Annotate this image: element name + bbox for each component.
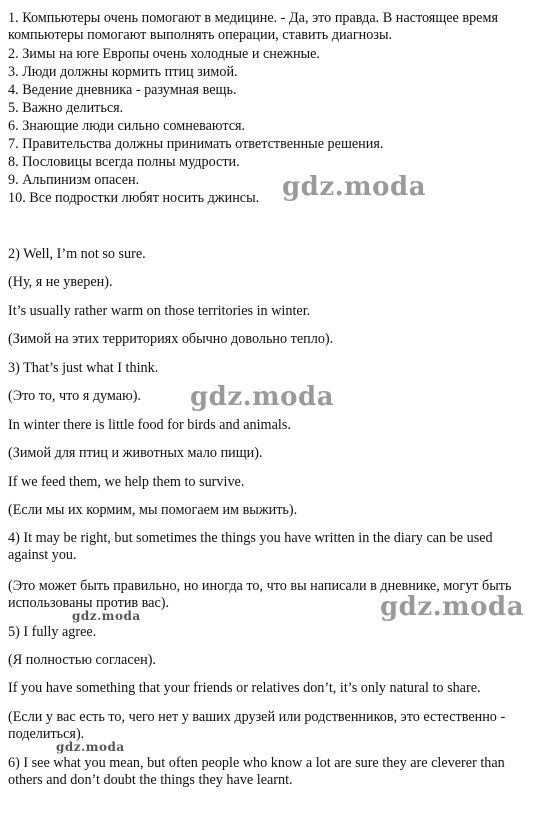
answer-4-translation: (Это может быть правильно, но иногда то, что вы написали в дневнике, могут быть использованы против вас).: [8, 578, 512, 611]
watermark-3: gdz.moda: [380, 592, 525, 622]
answer-5: 5) I fully agree.: [8, 624, 97, 640]
sentence-1: 1. Компьютеры очень помогают в медицине. - Да, это правда. В настоящее время компьютеры помогают выполнять операции, ставить диагнозы.: [8, 10, 498, 43]
sentence-3: 3. Люди должны кормить птиц зимой.: [8, 64, 238, 80]
sentence-9: 9. Альпинизм опасен.: [8, 172, 140, 188]
answer-3-line: In winter there is little food for birds and animals.: [8, 417, 291, 433]
watermark-2: gdz.moda: [190, 382, 335, 412]
answer-3-line-2-translation: (Если мы их кормим, мы помогаем им выжить).: [8, 502, 298, 518]
sentence-7: 7. Правительства должны принимать ответственные решения.: [8, 136, 384, 152]
watermark-small-2: gdz.moda: [56, 740, 125, 754]
answer-5-line: If you have something that your friends or relatives don’t, it’s only natural to share.: [8, 680, 481, 696]
sentence-4: 4. Ведение дневника - разумная вещь.: [8, 82, 237, 98]
sentence-8: 8. Пословицы всегда полны мудрости.: [8, 154, 240, 170]
answer-3: 3) That’s just what I think.: [8, 360, 159, 376]
answer-2-translation: (Ну, я не уверен).: [8, 274, 113, 290]
answer-5-translation: (Я полностью согласен).: [8, 652, 156, 668]
answer-2: 2) Well, I’m not so sure.: [8, 246, 146, 262]
answer-2-line-translation: (Зимой на этих территориях обычно довольно тепло).: [8, 331, 334, 347]
sentence-10: 10. Все подростки любят носить джинсы.: [8, 190, 260, 206]
answer-6: 6) I see what you mean, but often people who know a lot are sure they are cleverer than others and don’t doubt the things they have learnt.: [8, 755, 505, 788]
sentence-6: 6. Знающие люди сильно сомневаются.: [8, 118, 246, 134]
watermark-small-1: gdz.moda: [72, 609, 141, 623]
answer-4: 4) It may be right, but sometimes the things you have written in the diary can be used against you.: [8, 530, 493, 563]
sentence-5: 5. Важно делиться.: [8, 100, 124, 116]
watermark-1: gdz.moda: [282, 172, 427, 202]
answer-3-line-2: If we feed them, we help them to survive.: [8, 474, 245, 490]
answer-5-line-translation: (Если у вас есть то, чего нет у ваших друзей или родственников, это естественно - поделиться).: [8, 709, 506, 742]
answer-3-line-translation: (Зимой для птиц и животных мало пищи).: [8, 445, 263, 461]
answer-3-translation: (Это то, что я думаю).: [8, 388, 141, 404]
sentence-2: 2. Зимы на юге Европы очень холодные и снежные.: [8, 46, 320, 62]
answer-2-line: It’s usually rather warm on those territories in winter.: [8, 303, 311, 319]
